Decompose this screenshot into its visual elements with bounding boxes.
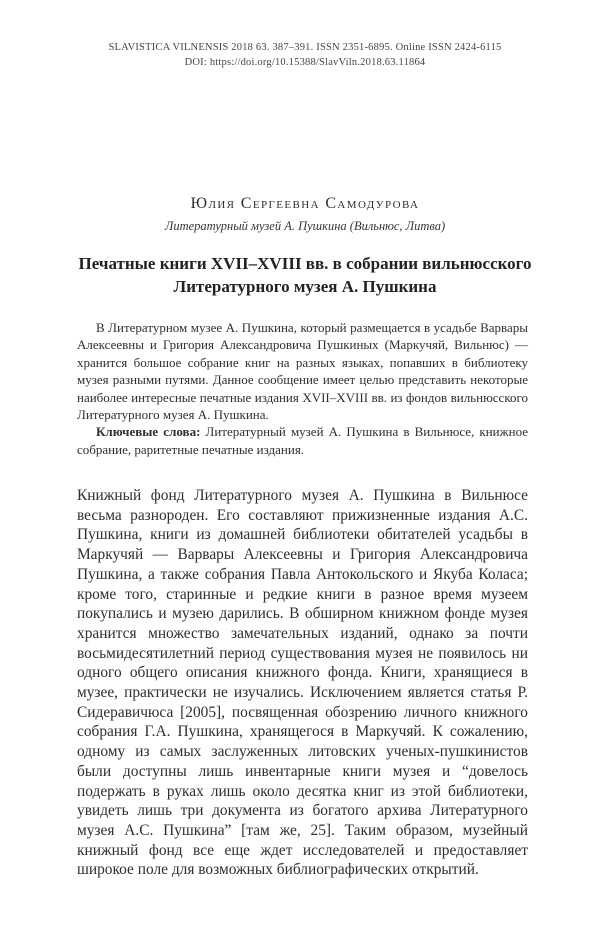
keywords-paragraph xyxy=(77,423,528,458)
abstract-paragraph: В Литературном музее А. Пушкина, который размещается в усадьбе Варвары Алексеевны и Григория Александровича Пушкиных (Маркучяй, Вильнюс) — хранится большое собрание книг на разных языках, попавших в библиотеку музея разными путями. Данное сообщение имеет целью представить некоторые наиболее интересные печатные издания XVII–XVIII вв. из фондов вильнюсского Литературного музея А. Пушкина. xyxy=(77,320,528,423)
article-title xyxy=(20,252,590,298)
keywords-text: Литературный музей А. Пушкина в Вильнюсе, книжное собрание, раритетные печатные издания. xyxy=(77,424,528,457)
journal-info-line: SLAVISTICA VILNENSIS 2018 63. 387–391. ISSN 2351-6895. Online ISSN 2424-6115 xyxy=(108,42,502,53)
journal-header xyxy=(40,41,570,70)
article-title-line-2: Литературного музея А. Пушкина xyxy=(173,277,437,296)
body-paragraph: Книжный фонд Литературного музея А. Пушкина в Вильнюсе весьма разнороден. Его составляют прижизненные издания А.С. Пушкина, книги из домашней библиотеки обитателей усадьбы в Маркучяй — Варвары Алексеевны и Григория Александровича Пушкина, а также собрания Павла Антокольского и Якуба Коласа; кроме того, старинные и редкие книги в разное время музеем покупались и музею дарились. В обширном книжном фонде музея хранится множество замечательных изданий, однако за почти восьмидесятилетний период существования музея не появилось ни одного общего описания книжного фонда. Книги, хранящиеся в музее, практически не изучались. Исключением является статья Р. Сидеравичюса [2005], посвященная обозрению личного книжного собрания Г.А. Пушкина, хранящегося в Маркучяй. К сожалению, одному из самых заслуженных литовских ученых-пушкинистов были доступны лишь инвентарные книги музея и “довелось подержать в руках лишь около десятка книг из этой библиотеки, увидеть лишь три документа из богатого архива Литературного музея А.С. Пушкина” [там же, 25]. Таким образом, музейный книжный фонд все еще ждет исследователей и предоставляет широкое поле для возможных библиографических открытий. xyxy=(77,487,528,879)
keywords-label: Ключевые слова: xyxy=(96,424,201,440)
body-section xyxy=(77,486,528,880)
author-name: Юлия Сергеевна Самодурова xyxy=(190,195,420,212)
abstract-section xyxy=(77,319,528,458)
article-title-line-1: Печатные книги XVII–XVIII вв. в собрании вильнюсского xyxy=(78,254,532,273)
doi-line: DOI: https://doi.org/10.15388/SlavViln.2018.63.11864 xyxy=(184,56,426,68)
author-block xyxy=(40,195,570,234)
author-affiliation: Литературный музей А. Пушкина (Вильнюс, Литва) xyxy=(164,219,446,233)
